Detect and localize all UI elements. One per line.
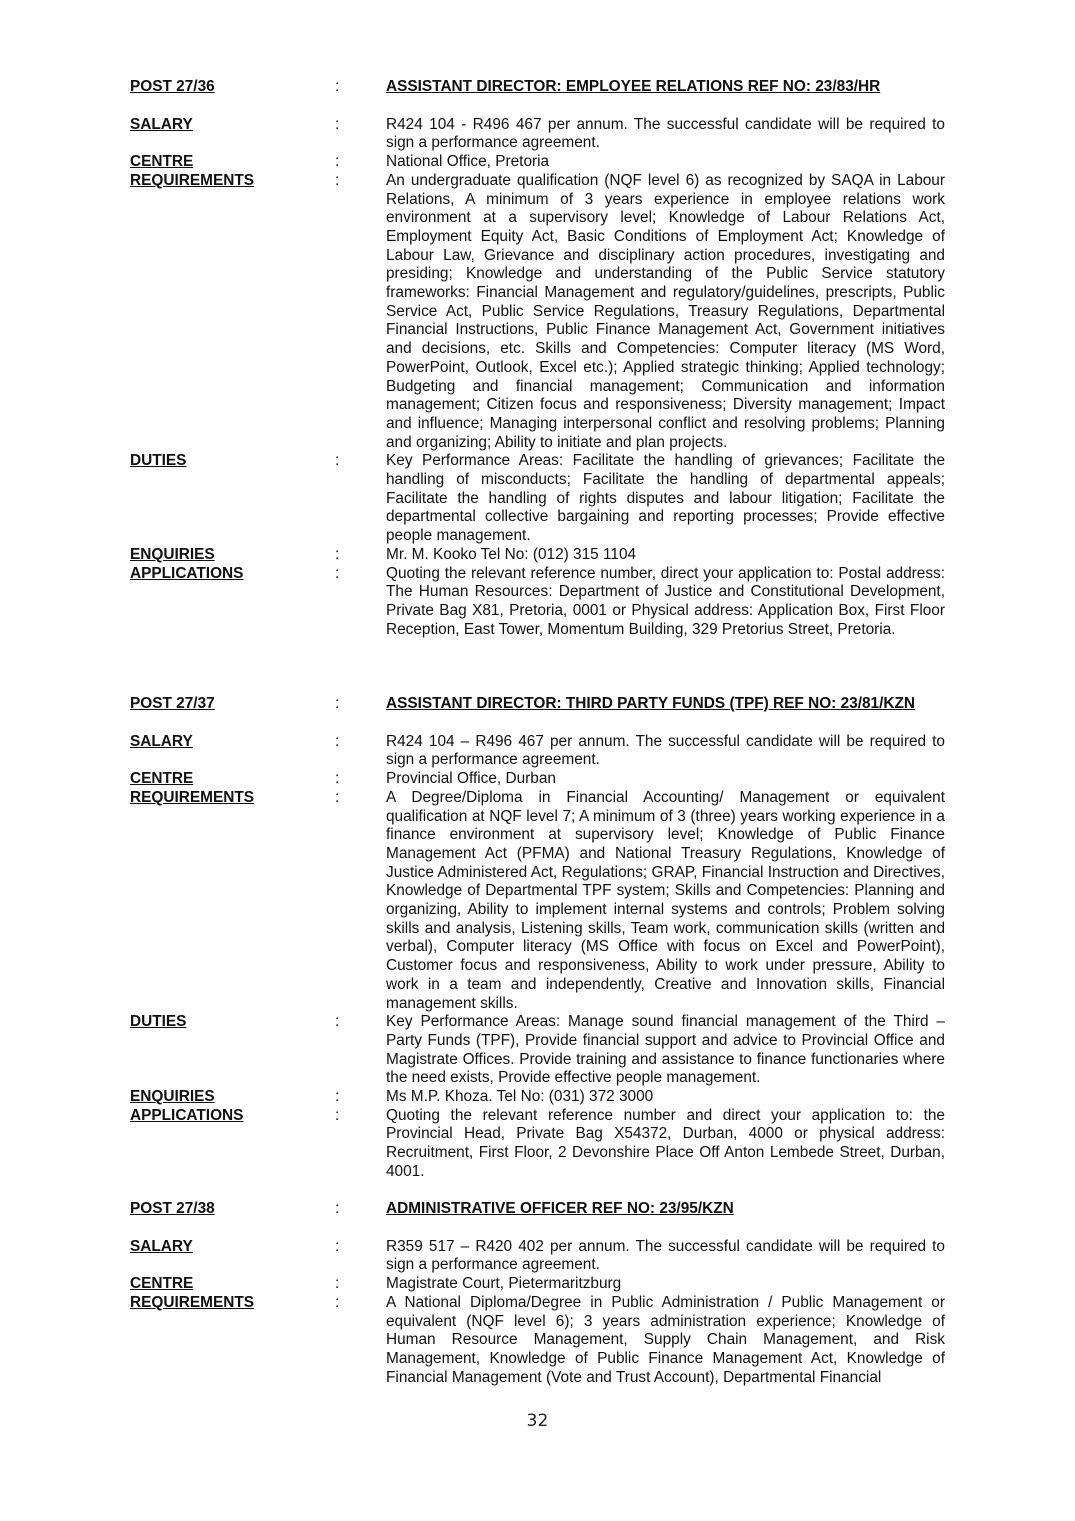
- post-title-row: [130, 1200, 945, 1219]
- field-value: A Degree/Diploma in Financial Accounting/ Management or equivalent qualification at NQF level 7; A minimum of 3 (three) years working experience in a finance environment at supervisory level; Knowledge of Public Finance Management Act (PFMA) and National Treasury Regulations, Knowledge of Justice Administered Act, Regulations; GRAP, Financial Instruction and Directives, Knowledge of Departmental TPF system; Skills and Competencies: Planning and organizing, Ability to implement internal systems and controls; Problem solving skills and analysis, Listening skills, Team work, communication skills (written and verbal), Computer literacy (MS Office with focus on Excel and PowerPoint), Customer focus and responsiveness, Ability to work under pressure, Ability to work in a team and independently, Creative and Innovation skills, Financial management skills.: [386, 788, 945, 1012]
- separator-colon: :: [335, 171, 340, 189]
- field-row-centre: [130, 770, 945, 789]
- field-label: DUTIES: [130, 452, 187, 470]
- field-row-requirements: [130, 789, 945, 1013]
- separator-colon: :: [335, 564, 340, 582]
- post-section: [130, 78, 945, 639]
- field-row-centre: [130, 153, 945, 172]
- field-value: R424 104 – R496 467 per annum. The successful candidate will be required to sign a performance agreement.: [386, 732, 945, 769]
- field-row-applications: [130, 1107, 945, 1182]
- field-value: R424 104 - R496 467 per annum. The successful candidate will be required to sign a performance agreement.: [386, 115, 945, 152]
- separator-colon: :: [335, 1293, 340, 1311]
- post-number: POST 27/36: [130, 78, 215, 95]
- field-value: Mr. M. Kooko Tel No: (012) 315 1104: [386, 545, 637, 563]
- post-title: ASSISTANT DIRECTOR: EMPLOYEE RELATIONS REF NO: 23/83/HR: [386, 78, 881, 95]
- field-label: CENTRE: [130, 1275, 194, 1293]
- field-value: Ms M.P. Khoza. Tel No: (031) 372 3000: [386, 1088, 654, 1106]
- separator-colon: :: [335, 695, 340, 712]
- separator-colon: :: [335, 78, 340, 95]
- field-label: CENTRE: [130, 153, 194, 171]
- post-number: POST 27/38: [130, 1200, 215, 1217]
- field-row-requirements: [130, 172, 945, 453]
- field-value: A National Diploma/Degree in Public Administration / Public Management or equivalent (NQF level 6); 3 years administration experience; Knowledge of Human Resource Management, Supply Chain Management, and Risk Management, Knowledge of Public Finance Management Act, Knowledge of Financial Management (Vote and Trust Account), Departmental Financial: [386, 1293, 945, 1386]
- field-value: Quoting the relevant reference number, direct your application to: Postal address: The Human Resources: Department of Justice and Constitutional Development, Private Bag X81, Pretoria, 0001 or Physical address: Application Box, First Floor Reception, East Tower, Momentum Building, 329 Pretorius Street, Pretoria.: [386, 564, 945, 638]
- field-label: APPLICATIONS: [130, 1106, 244, 1124]
- separator-colon: :: [335, 788, 340, 806]
- field-label: DUTIES: [130, 1013, 187, 1031]
- field-row-salary: [130, 116, 945, 153]
- field-label: CENTRE: [130, 770, 194, 788]
- separator-colon: :: [335, 1200, 340, 1217]
- separator-colon: :: [335, 1013, 340, 1031]
- separator-colon: :: [335, 545, 340, 563]
- separator-colon: :: [335, 1106, 340, 1124]
- post-number: POST 27/37: [130, 695, 215, 712]
- separator-colon: :: [335, 115, 340, 133]
- post-title-row: [130, 78, 945, 97]
- field-value: Quoting the relevant reference number and direct your application to: the Provincial Head, Private Bag X54372, Durban, 4000 or physical address: Recruitment, First Floor, 2 Devonshire Place Off Anton Lembede Street, Durban, 4001.: [386, 1106, 945, 1180]
- field-value: National Office, Pretoria: [386, 153, 550, 171]
- field-row-applications: [130, 565, 945, 640]
- field-label: SALARY: [130, 1237, 193, 1255]
- field-label: APPLICATIONS: [130, 564, 244, 582]
- field-label: REQUIREMENTS: [130, 788, 254, 806]
- field-row-centre: [130, 1275, 945, 1294]
- separator-colon: :: [335, 1237, 340, 1255]
- post-title: ADMINISTRATIVE OFFICER REF NO: 23/95/KZN: [386, 1200, 734, 1217]
- post-section: [130, 1200, 945, 1387]
- field-row-enquiries: [130, 1088, 945, 1107]
- field-label: ENQUIRIES: [130, 545, 215, 563]
- field-row-requirements: [130, 1294, 945, 1388]
- field-value: Magistrate Court, Pietermaritzburg: [386, 1275, 622, 1293]
- page-number: 32: [526, 1411, 549, 1431]
- field-row-duties: [130, 1013, 945, 1088]
- field-label: ENQUIRIES: [130, 1088, 215, 1106]
- separator-colon: :: [335, 452, 340, 470]
- separator-colon: :: [335, 1275, 340, 1293]
- post-title: ASSISTANT DIRECTOR: THIRD PARTY FUNDS (TPF) REF NO: 23/81/KZN: [386, 695, 916, 712]
- separator-colon: :: [335, 732, 340, 750]
- field-row-enquiries: [130, 546, 945, 565]
- separator-colon: :: [335, 770, 340, 788]
- field-row-salary: [130, 733, 945, 770]
- field-row-salary: [130, 1238, 945, 1275]
- field-value: An undergraduate qualification (NQF level 6) as recognized by SAQA in Labour Relations, A minimum of 3 years experience in employee relations work environment at a supervisory level; Knowledge of Labour Relations Act, Employment Equity Act, Basic Conditions of Employment Act; Knowledge of Labour Law, Grievance and disciplinary action procedures, investigating and presiding; Knowledge and understanding of the Public Service statutory frameworks: Financial Management and regulatory/guidelines, prescripts, Public Service Act, Public Service Regulations, Treasury Regulations, Departmental Financial Instructions, Public Finance Management Act, Government initiatives and decisions, etc. Skills and Competencies: Computer literacy (MS Word, PowerPoint, Outlook, Excel etc.); Applied strategic thinking; Applied technology; Budgeting and financial management; Communication and information management; Citizen focus and responsiveness; Diversity management; Impact and influence; Managing interpersonal conflict and resolving problems; Planning and organizing; Ability to initiate and plan projects.: [386, 171, 945, 451]
- field-row-duties: [130, 452, 945, 546]
- field-value: Provincial Office, Durban: [386, 770, 556, 788]
- separator-colon: :: [335, 153, 340, 171]
- field-label: SALARY: [130, 115, 193, 133]
- post-section: [130, 695, 945, 1182]
- field-value: Key Performance Areas: Facilitate the handling of grievances; Facilitate the handling of misconducts; Facilitate the handling of departmental appeals; Facilitate the handling of rights disputes and labour litigation; Facilitate the departmental collective bargaining and reporting processes; Provide effective people management.: [386, 452, 945, 545]
- field-label: REQUIREMENTS: [130, 1293, 254, 1311]
- field-value: Key Performance Areas: Manage sound financial management of the Third – Party Funds (TPF), Provide financial support and advice to Provincial Office and Magistrate Offices. Provide training and assistance to finance functionaries where the need exists, Provide effective people management.: [386, 1013, 945, 1087]
- field-value: R359 517 – R420 402 per annum. The successful candidate will be required to sign a performance agreement.: [386, 1237, 945, 1274]
- field-label: REQUIREMENTS: [130, 171, 254, 189]
- separator-colon: :: [335, 1088, 340, 1106]
- post-title-row: [130, 695, 945, 714]
- field-label: SALARY: [130, 732, 193, 750]
